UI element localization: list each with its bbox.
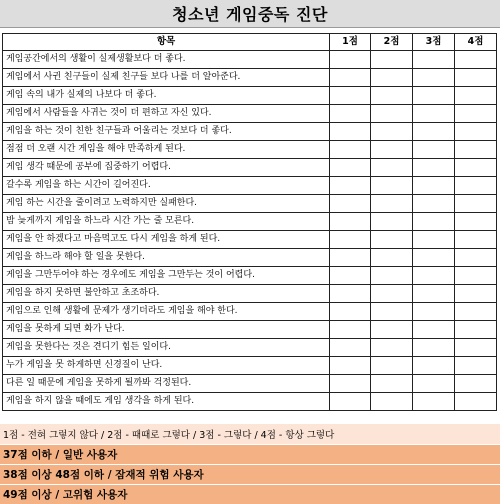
score-4-cell[interactable] [455,159,497,177]
score-3-cell[interactable] [413,285,455,303]
question-text: 다른 일 때문에 게임을 못하게 될까봐 걱정된다. [3,375,330,393]
header-score-4: 4점 [455,34,497,51]
score-3-cell[interactable] [413,69,455,87]
question-text: 게임에서 사람들을 사귀는 것이 더 편하고 자신 있다. [3,105,330,123]
result-potential-risk-text: 38점 이상 48점 이하 / 잠재적 위험 사용자 [3,469,204,481]
score-1-cell[interactable] [330,69,371,87]
score-4-cell[interactable] [455,195,497,213]
table-row [3,249,497,267]
score-1-cell[interactable] [330,141,371,159]
score-2-cell[interactable] [371,159,413,177]
question-text: 게임을 안 하겠다고 마음먹고도 다시 게임을 하게 된다. [3,231,330,249]
score-1-cell[interactable] [330,267,371,285]
question-text: 게임 생각 때문에 공부에 집중하기 어렵다. [3,159,330,177]
score-4-cell[interactable] [455,357,497,375]
score-legend [0,424,500,444]
score-1-cell[interactable] [330,105,371,123]
score-2-cell[interactable] [371,321,413,339]
score-2-cell[interactable] [371,357,413,375]
question-text: 게임을 하지 못하면 불안하고 초조하다. [3,285,330,303]
score-3-cell[interactable] [413,141,455,159]
score-legend-text: 1점 - 전혀 그렇지 않다 / 2점 - 때때로 그렇다 / 3점 - 그렇다 / 4점 - 항상 그렇다 [3,430,335,441]
diagnosis-table [2,33,497,411]
score-3-cell[interactable] [413,177,455,195]
score-1-cell[interactable] [330,357,371,375]
score-3-cell[interactable] [413,213,455,231]
table-row [3,51,497,69]
score-3-cell[interactable] [413,267,455,285]
question-text: 게임을 못한다는 것은 견디기 힘든 일이다. [3,339,330,357]
table-row [3,357,497,375]
score-3-cell[interactable] [413,87,455,105]
score-2-cell[interactable] [371,51,413,69]
header-score-2: 2점 [371,34,413,51]
result-general-text: 37점 이하 / 일반 사용자 [3,449,118,461]
score-1-cell[interactable] [330,195,371,213]
table-row [3,213,497,231]
score-2-cell[interactable] [371,105,413,123]
score-3-cell[interactable] [413,339,455,357]
question-text: 게임을 못하게 되면 화가 난다. [3,321,330,339]
score-3-cell[interactable] [413,375,455,393]
score-1-cell[interactable] [330,393,371,411]
question-text: 누가 게임을 못 하게하면 신경질이 난다. [3,357,330,375]
table-row [3,87,497,105]
score-2-cell[interactable] [371,195,413,213]
table-row [3,267,497,285]
score-4-cell[interactable] [455,303,497,321]
score-1-cell[interactable] [330,339,371,357]
result-general [0,445,500,464]
header-score-3: 3점 [413,34,455,51]
score-4-cell[interactable] [455,51,497,69]
question-text: 게임 속의 내가 실제의 나보다 더 좋다. [3,87,330,105]
score-3-cell[interactable] [413,357,455,375]
score-1-cell[interactable] [330,285,371,303]
question-text: 게임을 하는 것이 친한 친구들과 어울리는 것보다 더 좋다. [3,123,330,141]
score-4-cell[interactable] [455,339,497,357]
score-3-cell[interactable] [413,159,455,177]
score-2-cell[interactable] [371,303,413,321]
score-1-cell[interactable] [330,213,371,231]
score-2-cell[interactable] [371,141,413,159]
title-bar [0,0,500,28]
score-3-cell[interactable] [413,303,455,321]
question-text: 게임을 하지 않을 때에도 게임 생각을 하게 된다. [3,393,330,411]
score-1-cell[interactable] [330,123,371,141]
table-row [3,141,497,159]
question-text: 게임 하는 시간을 줄이려고 노력하지만 실패한다. [3,195,330,213]
score-4-cell[interactable] [455,231,497,249]
question-text: 게임을 그만두어야 하는 경우에도 게임을 그만두는 것이 어렵다. [3,267,330,285]
score-4-cell[interactable] [455,213,497,231]
score-4-cell[interactable] [455,321,497,339]
score-4-cell[interactable] [455,249,497,267]
result-potential-risk [0,465,500,484]
score-3-cell[interactable] [413,51,455,69]
table-row [3,105,497,123]
question-text: 점점 더 오랜 시간 게임을 해야 만족하게 된다. [3,141,330,159]
score-3-cell[interactable] [413,393,455,411]
score-4-cell[interactable] [455,141,497,159]
page-title: 청소년 게임중독 진단 [172,5,328,24]
table-row [3,231,497,249]
score-4-cell[interactable] [455,69,497,87]
table-row [3,123,497,141]
score-2-cell[interactable] [371,123,413,141]
score-4-cell[interactable] [455,177,497,195]
score-4-cell[interactable] [455,105,497,123]
result-high-risk [0,485,500,504]
score-4-cell[interactable] [455,375,497,393]
score-3-cell[interactable] [413,249,455,267]
score-4-cell[interactable] [455,285,497,303]
table-row [3,285,497,303]
score-2-cell[interactable] [371,69,413,87]
score-1-cell[interactable] [330,159,371,177]
question-text: 갈수록 게임을 하는 시간이 길어진다. [3,177,330,195]
table-row [3,177,497,195]
score-3-cell[interactable] [413,195,455,213]
question-text: 게임공간에서의 생활이 실제생활보다 더 좋다. [3,51,330,69]
score-2-cell[interactable] [371,375,413,393]
table-row [3,69,497,87]
score-2-cell[interactable] [371,231,413,249]
question-text: 밤 늦게까지 게임을 하느라 시간 가는 줄 모른다. [3,213,330,231]
result-high-risk-text: 49점 이상 / 고위험 사용자 [3,489,128,501]
table-row [3,303,497,321]
score-1-cell[interactable] [330,87,371,105]
score-3-cell[interactable] [413,123,455,141]
score-2-cell[interactable] [371,339,413,357]
score-3-cell[interactable] [413,231,455,249]
score-1-cell[interactable] [330,177,371,195]
score-1-cell[interactable] [330,249,371,267]
score-2-cell[interactable] [371,87,413,105]
score-2-cell[interactable] [371,213,413,231]
table-row [3,375,497,393]
table-row [3,339,497,357]
table-row [3,195,497,213]
score-4-cell[interactable] [455,393,497,411]
table-body [3,51,497,411]
score-2-cell[interactable] [371,177,413,195]
table-row [3,393,497,411]
score-1-cell[interactable] [330,303,371,321]
score-1-cell[interactable] [330,321,371,339]
score-3-cell[interactable] [413,105,455,123]
table-header-row [3,34,497,51]
score-1-cell[interactable] [330,375,371,393]
table-row [3,321,497,339]
score-1-cell[interactable] [330,51,371,69]
question-text: 게임을 하느라 해야 할 일을 못한다. [3,249,330,267]
score-2-cell[interactable] [371,267,413,285]
question-text: 게임으로 인해 생활에 문제가 생기더라도 게임을 해야 한다. [3,303,330,321]
header-item: 항목 [3,34,330,51]
score-2-cell[interactable] [371,393,413,411]
score-2-cell[interactable] [371,285,413,303]
score-4-cell[interactable] [455,87,497,105]
score-1-cell[interactable] [330,231,371,249]
score-3-cell[interactable] [413,321,455,339]
score-4-cell[interactable] [455,123,497,141]
score-2-cell[interactable] [371,249,413,267]
score-4-cell[interactable] [455,267,497,285]
header-score-1: 1점 [330,34,371,51]
table-row [3,159,497,177]
question-text: 게임에서 사귄 친구들이 실제 친구들 보다 나를 더 알아준다. [3,69,330,87]
